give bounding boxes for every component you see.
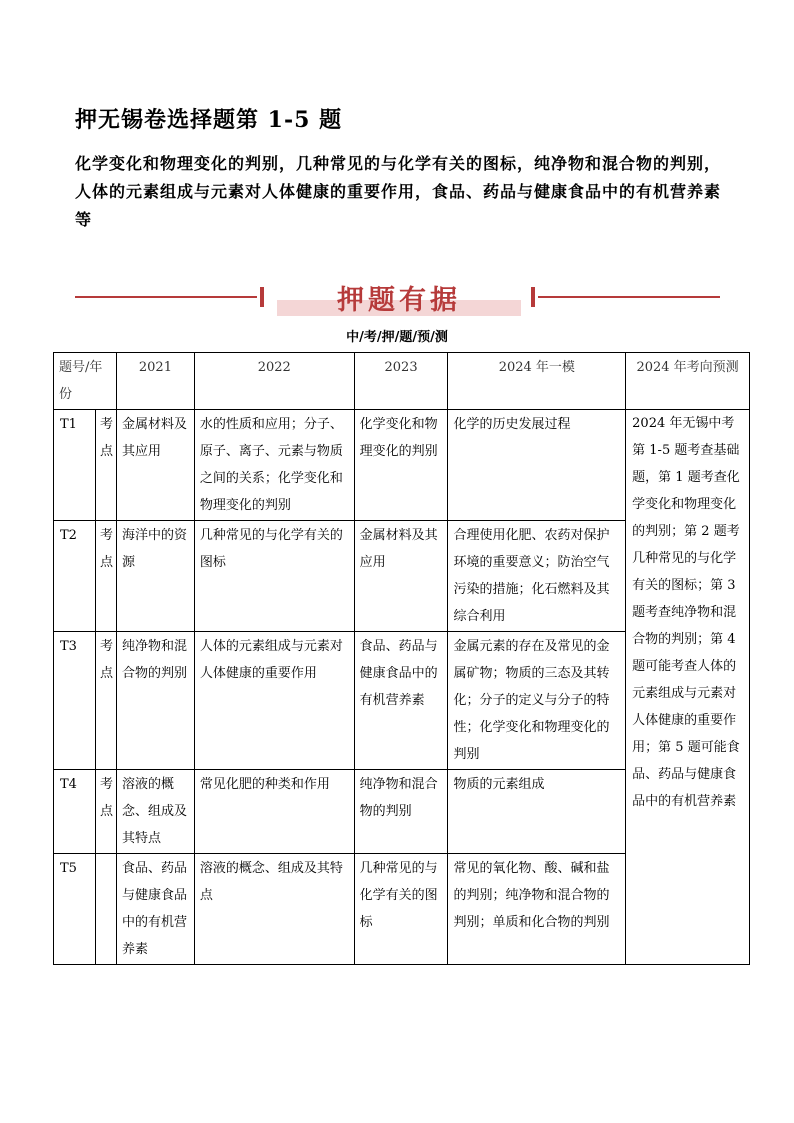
cell-2024-mock: 合理使用化肥、农药对保护环境的重要意义；防治空气污染的措施；化石燃料及其综合利用 [448, 521, 626, 632]
banner-line-left [75, 296, 257, 298]
cell-2022: 常见化肥的种类和作用 [194, 770, 354, 854]
banner-bar-left [260, 287, 264, 307]
cell-2022: 几种常见的与化学有关的图标 [194, 521, 354, 632]
cell-2024-mock: 物质的元素组成 [448, 770, 626, 854]
page-title: 押无锡卷选择题第 1-5 题 [75, 107, 343, 133]
banner-label: 押题有据 [337, 285, 461, 316]
kaodian-label: 考点 [95, 632, 116, 770]
section-banner [75, 278, 720, 320]
question-number: T2 [54, 521, 96, 632]
question-number: T5 [54, 854, 96, 965]
cell-2024-mock: 常见的氧化物、酸、碱和盐的判别；纯净物和混合物的判别；单质和化合物的判别 [448, 854, 626, 965]
cell-2024-mock: 金属元素的存在及常见的金属矿物；物质的三态及其转化；分子的定义与分子的特性；化学变化和物理变化的判别 [448, 632, 626, 770]
kaodian-label: 考点 [95, 770, 116, 854]
cell-2024-mock: 化学的历史发展过程 [448, 410, 626, 521]
cell-2021: 纯净物和混合物的判别 [116, 632, 194, 770]
cell-2021: 食品、药品与健康食品中的有机营养素 [116, 854, 194, 965]
kaodian-label: 考点 [95, 521, 116, 632]
cell-2023: 几种常见的与化学有关的图标 [354, 854, 448, 965]
cell-2021: 金属材料及其应用 [116, 410, 194, 521]
cell-2023: 食品、药品与健康食品中的有机营养素 [354, 632, 448, 770]
cell-2022: 溶液的概念、组成及其特点 [194, 854, 354, 965]
cell-2023: 纯净物和混合物的判别 [354, 770, 448, 854]
cell-2021: 溶液的概念、组成及其特点 [116, 770, 194, 854]
banner-bar-right [531, 287, 535, 307]
kaodian-empty [95, 854, 116, 965]
header-2023: 2023 [354, 353, 448, 410]
question-number: T4 [54, 770, 96, 854]
table-header-row [54, 353, 750, 410]
header-2022: 2022 [194, 353, 354, 410]
kaodian-label: 考点 [95, 410, 116, 521]
forecast-caption: 中/考/押/题/预/测 [346, 330, 448, 345]
prediction-cell: 2024 年无锡中考第 1-5 题考查基础题，第 1 题考查化学变化和物理变化的判别；第 2 题考几种常见的与化学有关的图标；第 3 题考查纯净物和混合物的判别；第 4 题可能考查人体的元素组成与元素对人体健康的重要作用；第 5 题可能食品、药品与健康食品中的有机营养素 [626, 410, 750, 965]
banner-line-right [538, 296, 720, 298]
cell-2023: 金属材料及其应用 [354, 521, 448, 632]
header-2024-prediction: 2024 年考向预测 [626, 353, 750, 410]
question-number: T3 [54, 632, 96, 770]
cell-2022: 水的性质和应用；分子、原子、离子、元素与物质之间的关系；化学变化和物理变化的判别 [194, 410, 354, 521]
page-subtitle: 化学变化和物理变化的判别，几种常见的与化学有关的图标，纯净物和混合物的判别，人体的元素组成与元素对人体健康的重要作用，食品、药品与健康食品中的有机营养素等 [75, 154, 722, 229]
cell-2021: 海洋中的资源 [116, 521, 194, 632]
cell-2023: 化学变化和物理变化的判别 [354, 410, 448, 521]
question-number: T1 [54, 410, 96, 521]
exam-analysis-table [53, 352, 750, 965]
header-2024-mock: 2024 年一模 [448, 353, 626, 410]
header-2021: 2021 [116, 353, 194, 410]
cell-2022: 人体的元素组成与元素对人体健康的重要作用 [194, 632, 354, 770]
header-question-year: 题号/年份 [54, 353, 117, 410]
table-row [54, 410, 750, 521]
